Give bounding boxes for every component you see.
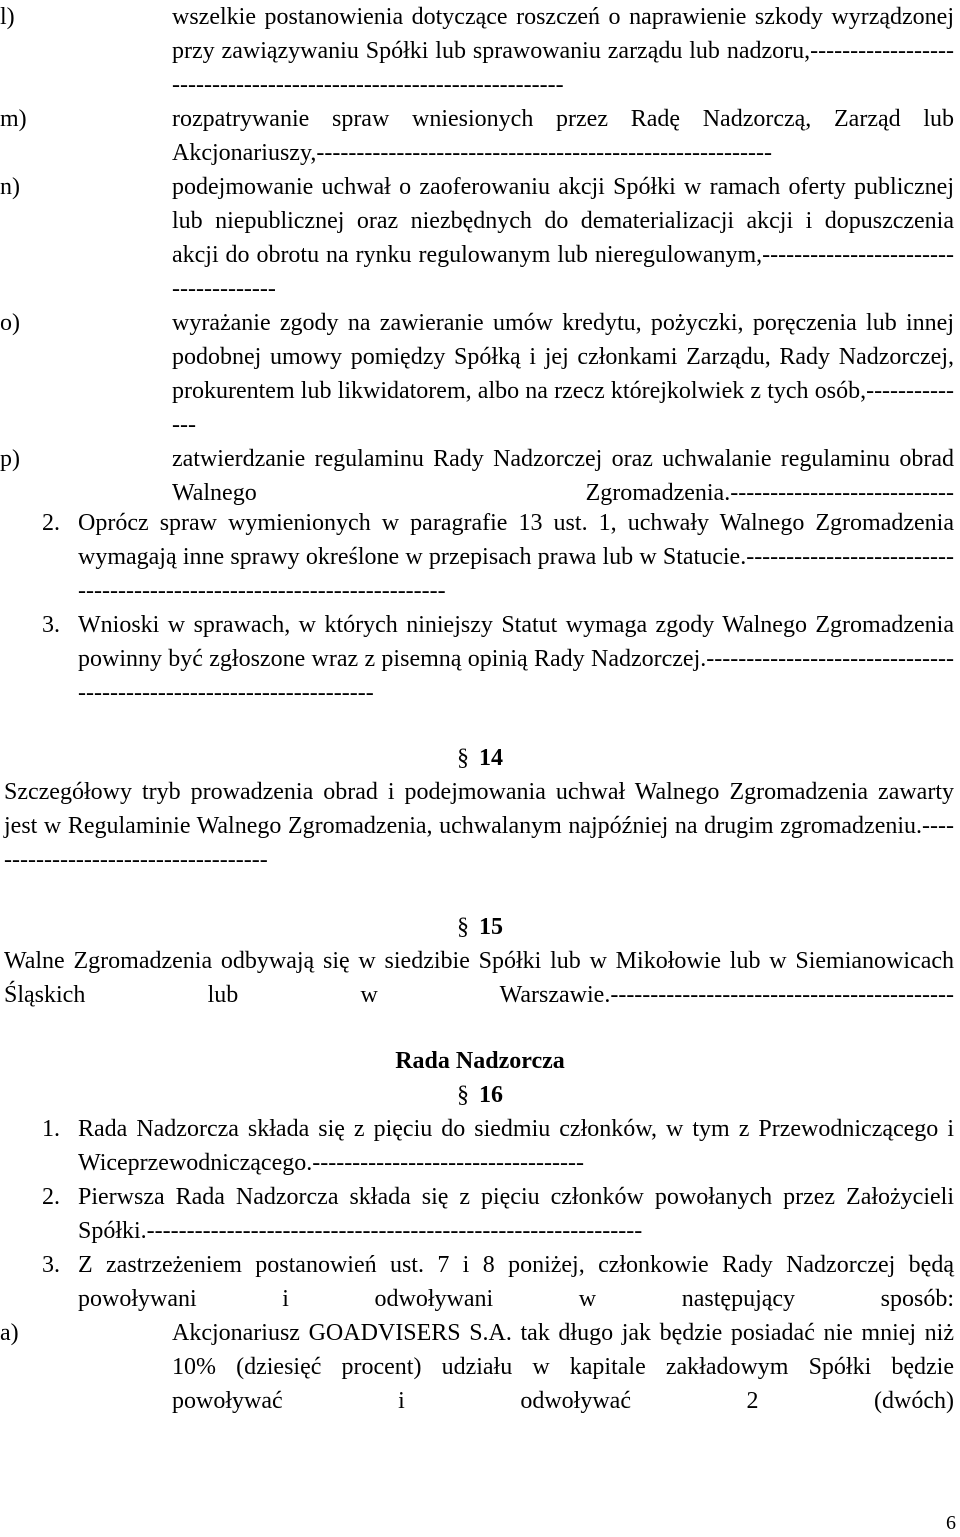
section-sign: §	[457, 745, 469, 771]
list-item-p	[0, 442, 954, 510]
section-paragraph: Szczegółowy tryb prowadzenia obrad i podejmowania uchwał Walnego Zgromadzenia zawarty jest w Regulaminie Walnego Zgromadzenia, uchwalanym najpóźniej na drugim zgromadzeniu.-------------------------------------	[4, 779, 954, 873]
list-item-text: Wnioski w sprawach, w których niniejszy Statut wymaga zgody Walnego Zgromadzenia powinny być zgłoszone wraz z pisemną opinią Rady Nadzorczej.--------------------------------------------------------------------	[78, 612, 954, 706]
section-sign: §	[457, 914, 469, 940]
list-item-text: wyrażanie zgody na zawieranie umów kredytu, pożyczki, poręczenia lub innej podobnej umowy pomiędzy Spółką i jej członkami Zarządu, Rady Nadzorczej, prokurentem lub likwidatorem, albo na rzecz którejkolwiek z tych osób,--------------	[172, 310, 954, 438]
list-marker: p)	[0, 446, 20, 472]
list-item-o	[0, 306, 954, 442]
list-item-m	[0, 102, 954, 170]
list-marker: 3.	[42, 612, 60, 638]
list-item-text: Akcjonariusz GOADVISERS S.A. tak długo jak będzie posiadać nie mniej niż 10% (dziesięć procent) udziału w kapitale zakładowym Spółki będzie powoływać i odwoływać 2 (dwóch)	[172, 1320, 954, 1414]
list-item-3	[42, 608, 954, 710]
section-sign: §	[457, 1082, 469, 1108]
section-number: 14	[479, 745, 503, 771]
list-marker: m)	[0, 106, 27, 132]
list-item-text: zatwierdzanie regulaminu Rady Nadzorczej oraz uchwalanie regulaminu obrad Walnego Zgromadzenia.----------------------------	[172, 446, 954, 506]
section-number: 15	[479, 914, 503, 940]
page-number: 6	[946, 1512, 956, 1534]
list-item-1	[42, 1112, 954, 1180]
list-item-3	[42, 1248, 954, 1316]
list-item-text: wszelkie postanowienia dotyczące roszczeń o naprawienie szkody wyrządzonej przy zawiązywaniu Spółki lub sprawowaniu zarządu lub nadzoru,-------------------------------------------------------------------	[172, 4, 954, 98]
chapter-title: Rada Nadzorcza	[395, 1048, 565, 1074]
section-paragraph: Walne Zgromadzenia odbywają się w siedzibie Spółki lub w Mikołowie lub w Siemianowicach Śląskich lub w Warszawie.-------------------------------------------	[4, 948, 954, 1008]
list-item-2	[42, 506, 954, 608]
list-item-2	[42, 1180, 954, 1248]
list-item-text: Oprócz spraw wymienionych w paragrafie 13 ust. 1, uchwały Walnego Zgromadzenia wymagają inne sprawy określone w przepisach prawa lub w Statucie.------------------------------------------------------------------------	[78, 510, 954, 604]
section-heading	[0, 910, 960, 944]
list-item-text: Pierwsza Rada Nadzorcza składa się z pięciu członków powołanych przez Założycieli Spółki.--------------------------------------------------------------	[78, 1184, 954, 1244]
list-marker: o)	[0, 310, 20, 336]
list-marker: n)	[0, 174, 20, 200]
list-item-a	[0, 1316, 954, 1418]
lettered-list	[0, 0, 960, 510]
list-marker: 2.	[42, 1184, 60, 1210]
list-marker: 3.	[42, 1252, 60, 1278]
list-item-text: podejmowanie uchwał o zaoferowaniu akcji Spółki w ramach oferty publicznej lub niepublicznej oraz niezbędnych do dematerializacji akcji i dopuszczenia akcji do obrotu na rynku regulowanym lub nieregulowanym,-------------------------------------	[172, 174, 954, 302]
section-number: 16	[479, 1082, 503, 1108]
list-marker: l)	[0, 4, 15, 30]
list-marker: a)	[0, 1320, 19, 1346]
list-item-text: Rada Nadzorcza składa się z pięciu do siedmiu członków, w tym z Przewodniczącego i Wiceprzewodniczącego.----------------------------------	[78, 1116, 954, 1176]
section-15	[0, 910, 960, 1012]
section-heading	[0, 741, 960, 775]
list-marker: 2.	[42, 510, 60, 536]
section-16	[0, 1044, 960, 1418]
list-item-text: Z zastrzeżeniem postanowień ust. 7 i 8 poniżej, członkowie Rady Nadzorczej będą powoływani i odwoływani w następujący sposób:	[78, 1252, 954, 1312]
list-marker: 1.	[42, 1116, 60, 1142]
list-item-n	[0, 170, 954, 306]
section-14	[0, 741, 960, 877]
list-item-l	[0, 0, 954, 102]
numbered-list	[0, 506, 960, 710]
list-item-text: rozpatrywanie spraw wniesionych przez Radę Nadzorczą, Zarząd lub Akcjonariuszy,---------------------------------------------------------	[172, 106, 954, 166]
section-heading	[0, 1078, 960, 1112]
